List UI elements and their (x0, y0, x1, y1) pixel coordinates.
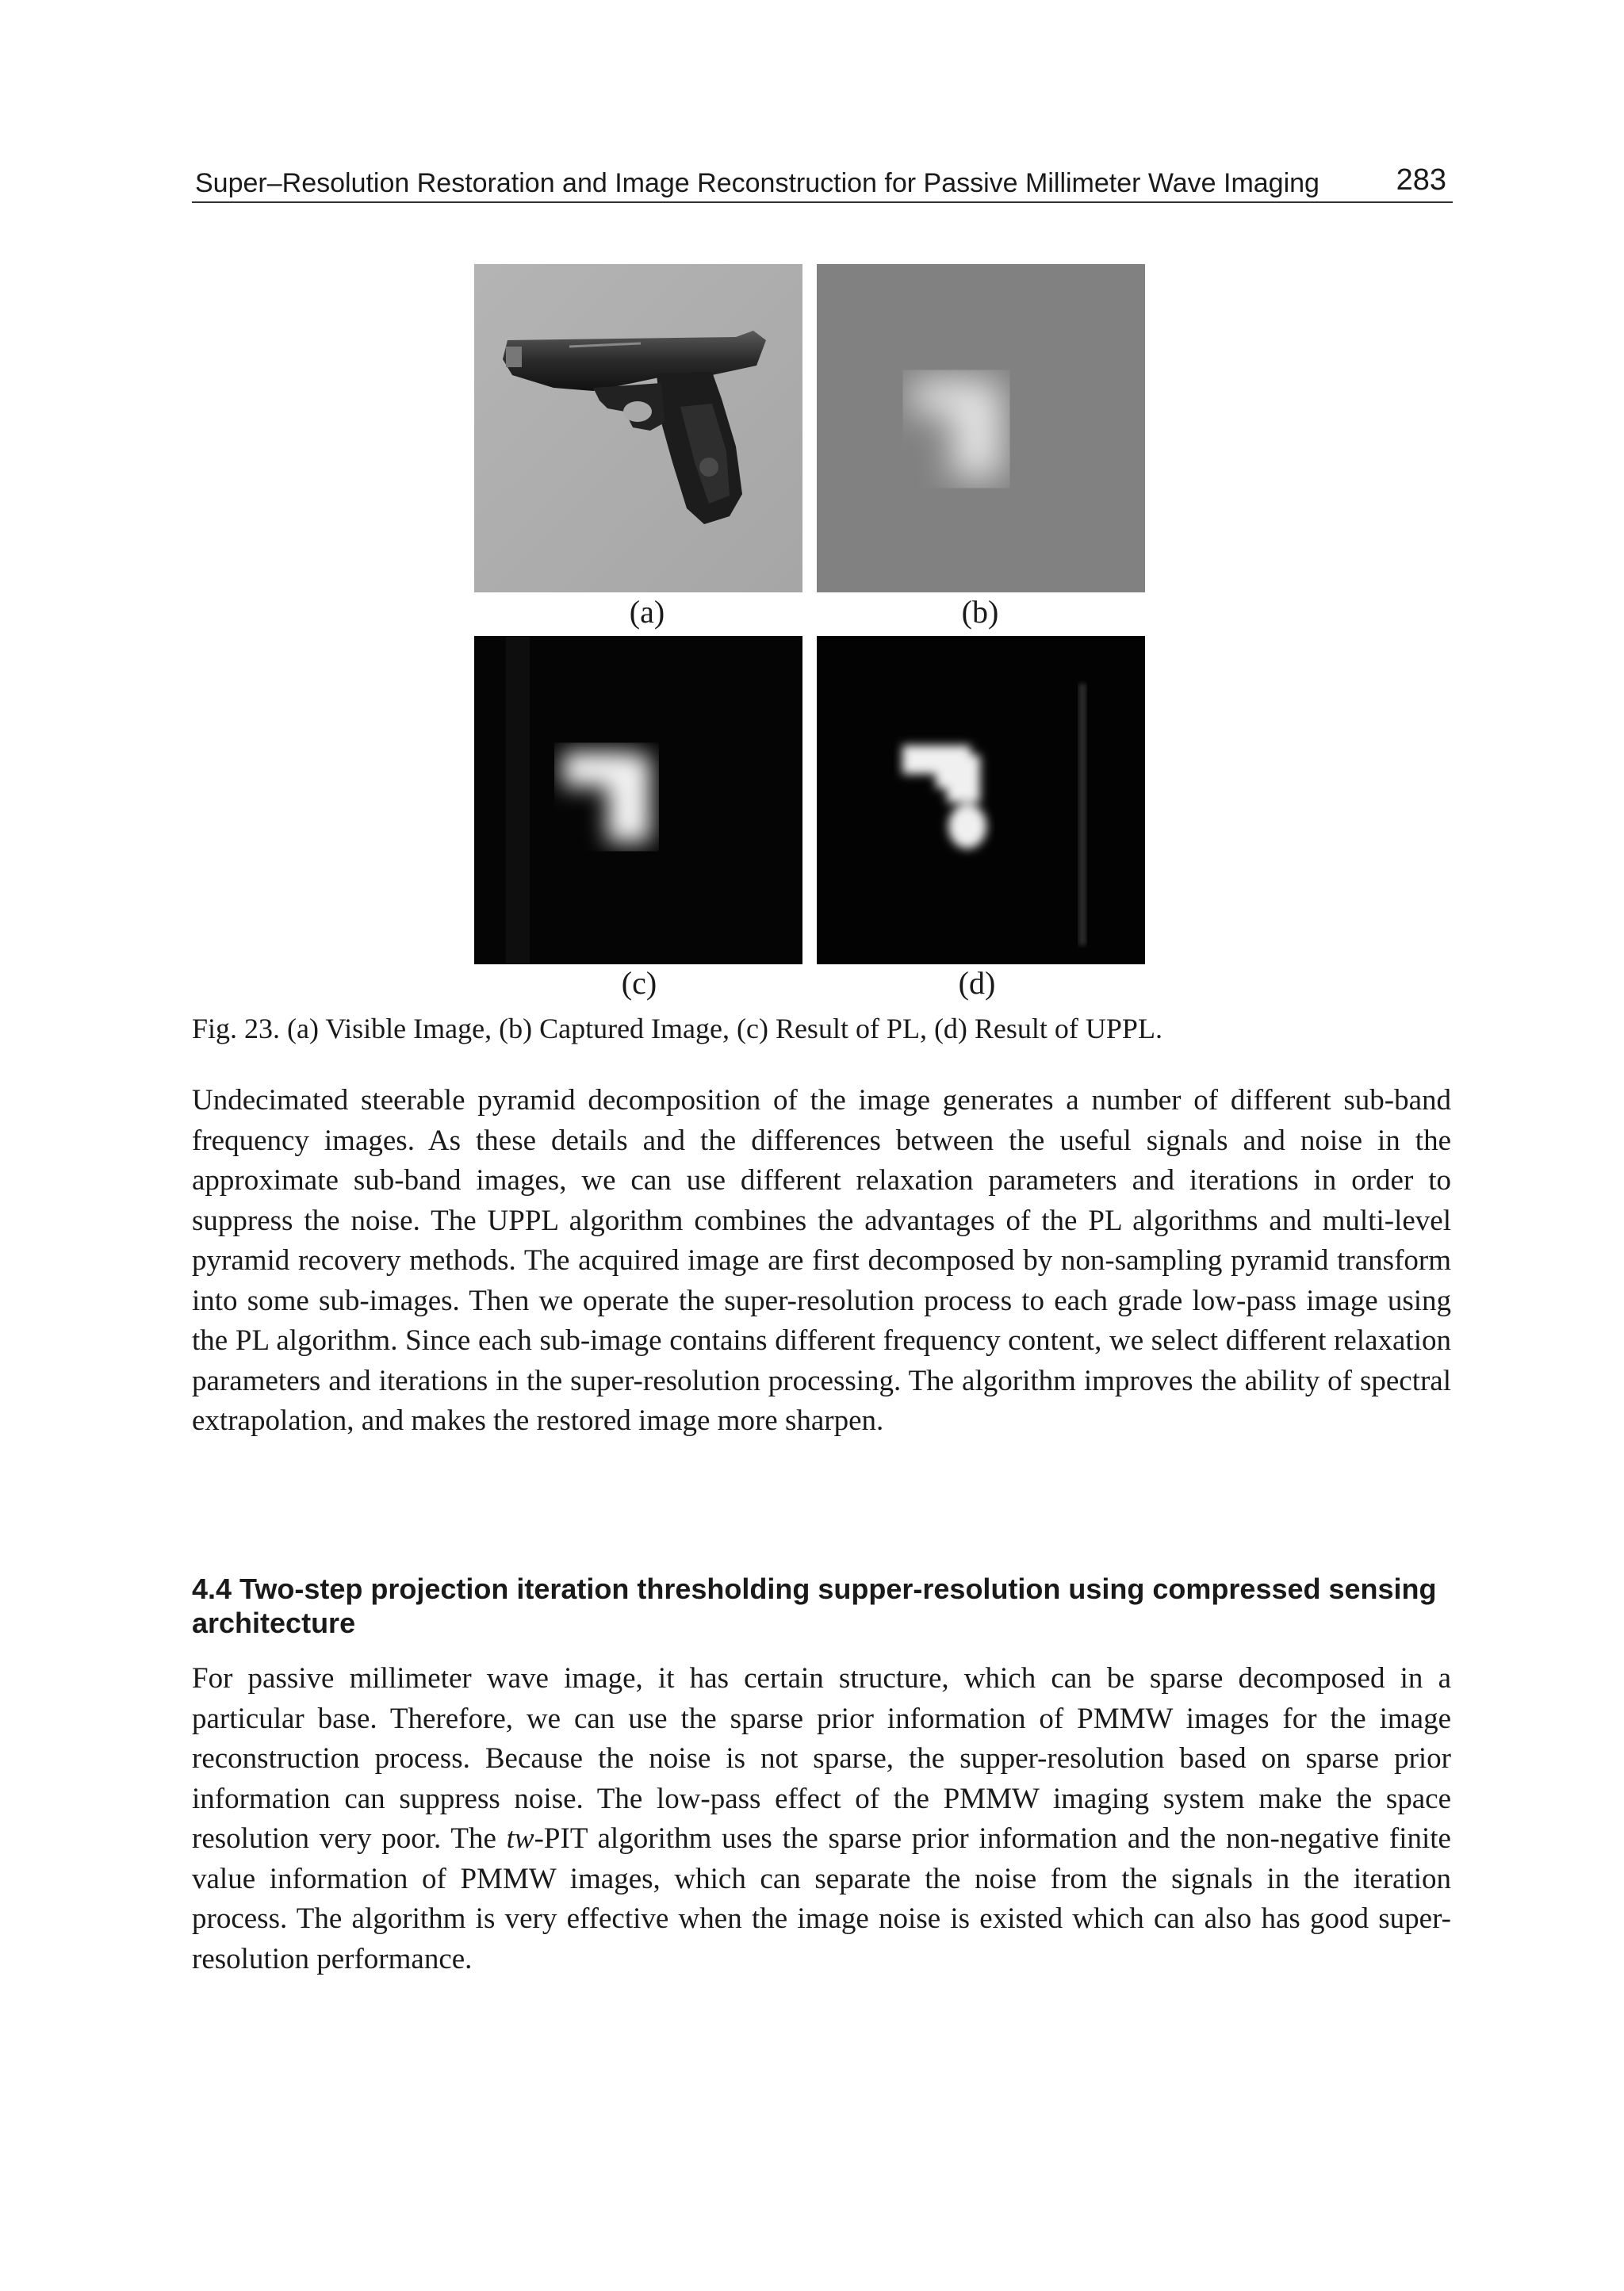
captured-image (817, 264, 1145, 592)
subfigure-label-c: (c) (621, 965, 657, 1001)
subfigure-label-d: (d) (958, 965, 996, 1001)
running-header (192, 162, 1453, 203)
figure-caption: Fig. 23. (a) Visible Image, (b) Captured Image, (c) Result of PL, (d) Result of UPPL. (192, 1013, 1162, 1044)
figure-panel-pl-result (474, 636, 802, 964)
paragraph-2-text-start: For passive millimeter wave image, it has certain structure, which can be sparse decomposed in a particular base. Therefore, we can use the sparse prior information of PMMW images for the image reconstruction process. Because the noise is not sparse, the supper-resolution based on sparse prior information can suppress noise. The low-pass effect of the PMMW imaging system make the space resolution very poor. The (192, 1662, 1451, 1855)
running-title: Super–Resolution Restoration and Image Reconstruction for Passive Millimeter Wave Imaging (195, 168, 1320, 198)
paragraph-2-italic-term: tw (506, 1822, 534, 1855)
body-paragraph-1: Undecimated steerable pyramid decomposition of the image generates a number of different sub-band frequency images. As these details and the differences between the useful signals and noise in the approximate sub-band images, we can use different relaxation parameters and iterations in order to suppress the noise. The UPPL algorithm combines the advantages of the PL algorithms and multi-level pyramid recovery methods. The acquired image are first decomposed by non-sampling pyramid transform into some sub-images. Then we operate the super-resolution process to each grade low-pass image using the PL algorithm. Since each sub-image contains different frequency content, we select different relaxation parameters and iterations in the super-resolution processing. The algorithm improves the ability of spectral extrapolation, and makes the restored image more sharpen. (192, 1084, 1451, 1437)
figure-panel-visible-image (474, 264, 802, 592)
uppl-result-image (817, 636, 1145, 964)
subfigure-label-a: (a) (629, 594, 665, 630)
pistol-photo (474, 264, 802, 592)
paragraph-2-text-end: -PIT algorithm uses the sparse prior information and the non-negative finite value information of PMMW images, which can separate the noise from the signals in the iteration process. The algorithm is very effective when the image noise is existed which can also has good super-resolution performance. (192, 1822, 1451, 1975)
subfigure-label-b: (b) (961, 594, 999, 630)
section-heading: 4.4 Two-step projection iteration thresholding supper-resolution using compressed sensing architecture (192, 1573, 1437, 1639)
figure-panel-captured-image (817, 264, 1145, 592)
pl-result-image (474, 636, 802, 964)
page-number: 283 (1396, 163, 1446, 197)
figure-panel-uppl-result (817, 636, 1145, 964)
body-paragraph-2 (192, 1659, 1451, 1979)
